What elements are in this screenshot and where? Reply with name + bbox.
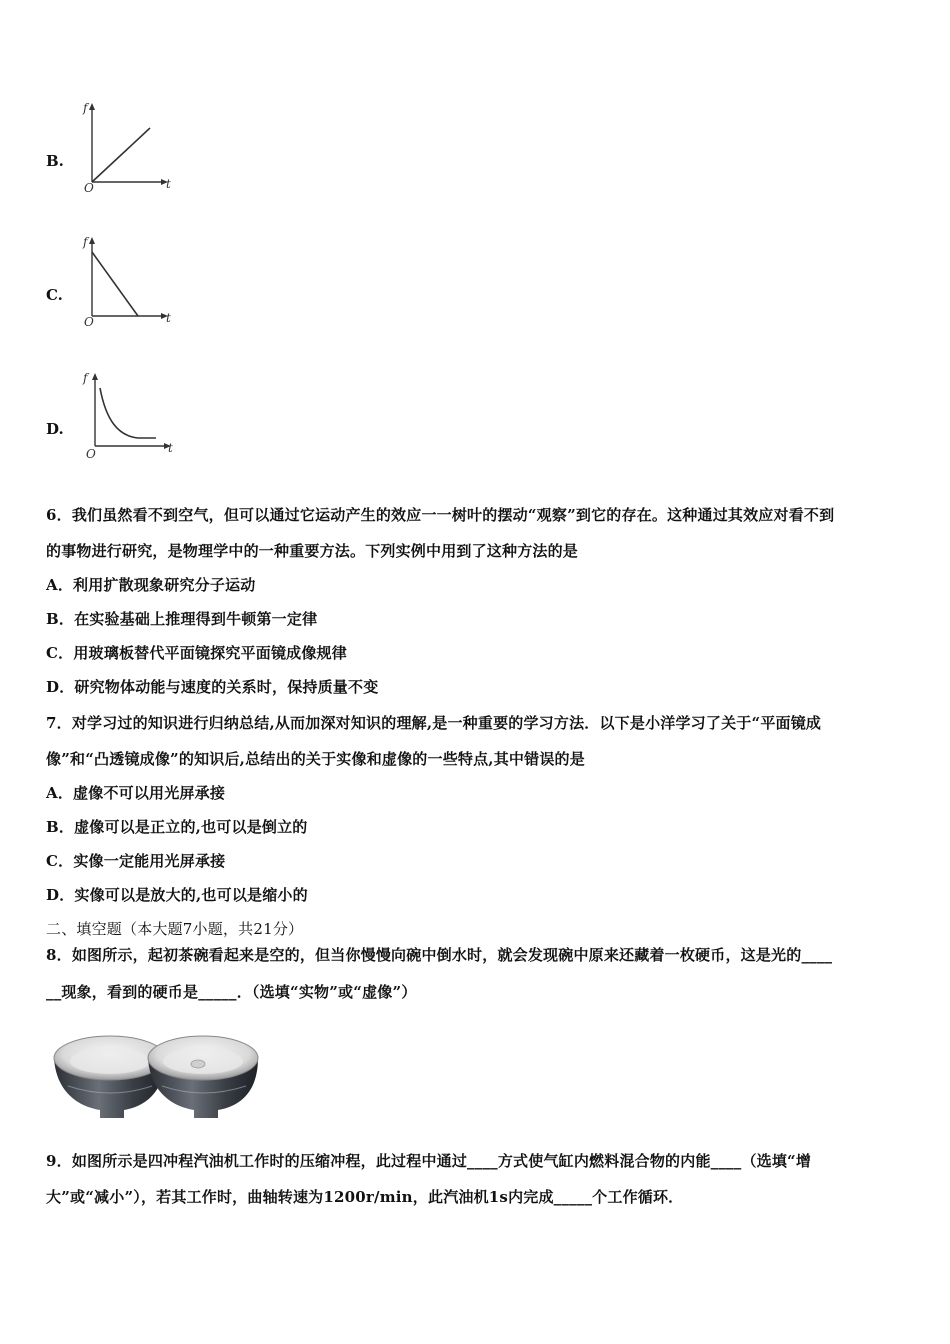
q7-option-c: C．实像一定能用光屏承接 <box>46 852 226 870</box>
q6-option-a: A．利用扩散现象研究分子运动 <box>46 576 256 594</box>
graph-b-t-label: t <box>166 177 171 191</box>
q6-option-c: C．用玻璃板替代平面镜探究平面镜成像规律 <box>46 644 347 662</box>
graph-d <box>78 370 183 465</box>
option-c-label: C. <box>46 286 63 304</box>
graph-c-f-label: f <box>83 235 88 249</box>
q6-option-b: B．在实验基础上推理得到牛顿第一定律 <box>46 610 318 628</box>
option-b-label: B. <box>46 152 64 170</box>
bowl-right <box>148 1036 258 1118</box>
option-d-label: D. <box>46 420 64 438</box>
graph-b-origin: O <box>84 181 94 195</box>
coin-icon <box>191 1060 205 1068</box>
bowl-left <box>54 1036 166 1118</box>
q7-line-2: 像”和“凸透镜成像”的知识后,总结出的关于实像和虚像的一些特点,其中错误的是 <box>46 750 585 768</box>
q7-option-d: D．实像可以是放大的,也可以是缩小的 <box>46 886 308 904</box>
q9-line-1: 9．如图所示是四冲程汽油机工作时的压缩冲程，此过程中通过____方式使气缸内燃料混合物的内能____（选填“增 <box>46 1152 812 1170</box>
q8-line-1: 8．如图所示，起初茶碗看起来是空的，但当你慢慢向碗中倒水时，就会发现碗中原来还藏着一枚硬币，这是光的____ <box>46 946 833 964</box>
q6-line-2: 的事物进行研究，是物理学中的一种重要方法。下列实例中用到了这种方法的是 <box>46 542 579 560</box>
graph-c-t-label: t <box>166 311 171 325</box>
graph-d-t-label: t <box>168 441 173 455</box>
section-two-heading: 二、填空题（本大题7小题，共21分） <box>46 920 304 938</box>
tea-bowls-image <box>48 1028 260 1126</box>
graph-c <box>78 234 178 329</box>
graph-b <box>78 100 178 195</box>
graph-c-origin: O <box>84 315 94 329</box>
q6-line-1: 6．我们虽然看不到空气，但可以通过它运动产生的效应一一树叶的摆动“观察”到它的存在。这种通过其效应对看不到 <box>46 506 835 524</box>
graph-d-f-label: f <box>83 371 88 385</box>
graph-b-f-label: f <box>83 101 88 115</box>
q6-option-d: D．研究物体动能与速度的关系时，保持质量不变 <box>46 678 379 696</box>
q7-option-b: B．虚像可以是正立的,也可以是倒立的 <box>46 818 308 836</box>
q9-line-2: 大”或“减小”），若其工作时，曲轴转速为1200r/min，此汽油机1s内完成_____个工作循环． <box>46 1188 684 1206</box>
q7-option-a: A．虚像不可以用光屏承接 <box>46 784 226 802</box>
graph-c-line <box>92 252 138 316</box>
q8-line-2: __现象，看到的硬币是_____．（选填“实物”或“虚像”） <box>46 983 417 1001</box>
q7-line-1: 7．对学习过的知识进行归纳总结,从而加深对知识的理解,是一种重要的学习方法．以下是小洋学习了关于“平面镜成 <box>46 714 822 732</box>
graph-d-curve <box>100 388 156 438</box>
graph-b-line <box>92 128 150 182</box>
graph-d-origin: O <box>86 447 96 461</box>
